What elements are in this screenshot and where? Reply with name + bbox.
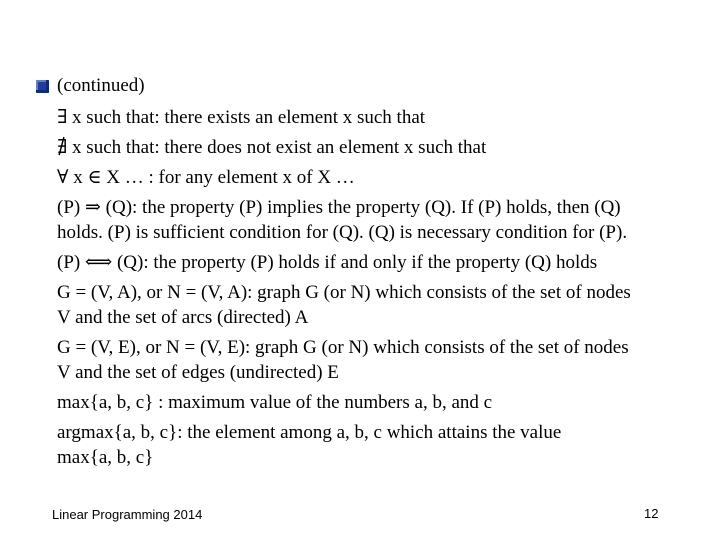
page-number: 12 bbox=[644, 506, 659, 521]
line-iff: (P) ⟺ (Q): the property (P) holds if and only if the property (Q) holds bbox=[57, 252, 598, 273]
line-argmax-2: max{a, b, c} bbox=[57, 447, 154, 468]
line-for-all: ∀ x ∈ X … : for any element x of X … bbox=[57, 167, 355, 188]
line-graph-undirected-1: G = (V, E), or N = (V, E): graph G (or N) which consists of the set of nodes bbox=[57, 337, 629, 358]
line-argmax-1: argmax{a, b, c}: the element among a, b, c which attains the value bbox=[57, 422, 562, 443]
line-max: max{a, b, c} : maximum value of the numbers a, b, and c bbox=[57, 392, 493, 413]
line-graph-undirected-2: V and the set of edges (undirected) E bbox=[57, 362, 339, 383]
footer-course-title: Linear Programming 2014 bbox=[52, 507, 203, 522]
line-implies-2: holds. (P) is sufficient condition for (Q). (Q) is necessary condition for (P). bbox=[57, 222, 628, 243]
line-graph-directed-1: G = (V, A), or N = (V, A): graph G (or N) which consists of the set of nodes bbox=[57, 282, 631, 303]
line-exists: ∃ x such that: there exists an element x such that bbox=[57, 107, 426, 128]
line-implies-1: (P) ⇒ (Q): the property (P) implies the property (Q). If (P) holds, then (Q) bbox=[57, 197, 621, 218]
line-graph-directed-2: V and the set of arcs (directed) A bbox=[57, 307, 309, 328]
slide-heading: (continued) bbox=[57, 75, 145, 96]
line-not-exists: ∄ x such that: there does not exist an element x such that bbox=[57, 137, 487, 158]
square-bullet-icon bbox=[36, 80, 49, 93]
